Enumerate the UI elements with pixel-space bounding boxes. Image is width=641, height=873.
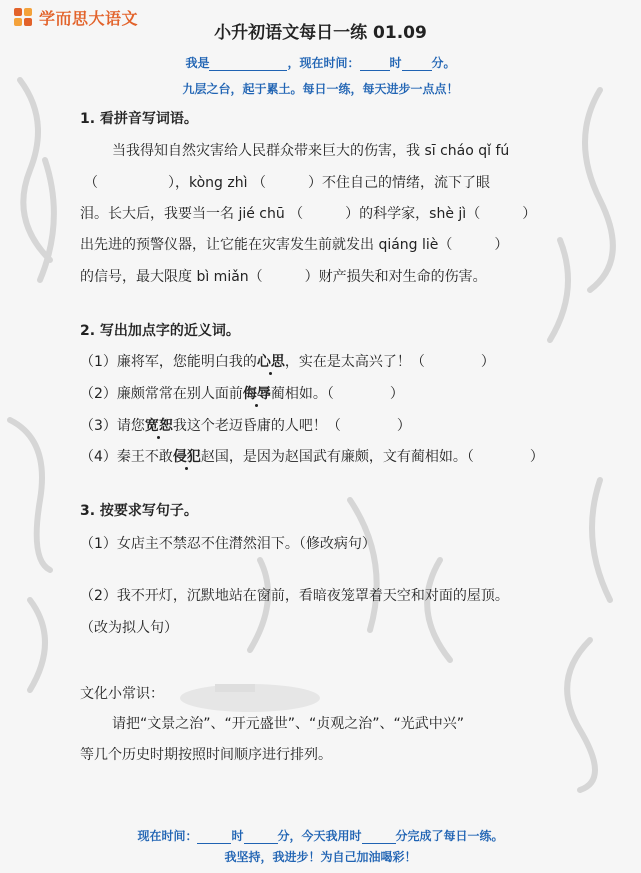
dotted-word: 侵犯 (172, 449, 201, 465)
q2-item-2: （2）廉颇常常在别人面前侮辱蔺相如。（ ） (80, 386, 404, 402)
name-time-line: 我是 ，现在时间： 时 分。 (185, 56, 456, 70)
q3-item-1: （1）女店主不禁忍不住潸然泪下。（修改病句） (80, 536, 376, 552)
footer-slogan: 我坚持，我进步！为自己加油喝彩！ (224, 850, 417, 864)
logo-text: 学而思大语文 (39, 9, 139, 28)
culture-heading: 文化小常识： (80, 686, 164, 702)
q1-heading: 1. 看拼音写词语。 (80, 111, 198, 127)
q2-heading: 2. 写出加点字的近义词。 (80, 323, 240, 339)
culture-line-1: 请把“文景之治”、“开元盛世”、“贞观之治”、“光武中兴” (112, 716, 465, 732)
motto: 九层之台，起于累土。每日一练，每天进步一点点！ (182, 82, 459, 96)
q2-item-1: （1）廉将军，您能明白我的心思，实在是太高兴了！（ ） (80, 354, 495, 370)
footer-time-line: 现在时间： 时 分，今天我用时 分完成了每日一练。 (137, 829, 504, 843)
dotted-word: 心思 (256, 354, 285, 370)
q1-line-2: （ ），kòng zhì （ ）不住自己的情绪，流下了眼 (84, 175, 490, 191)
dotted-word: 宽恕 (144, 418, 173, 434)
q3-item-2-line-2: （改为拟人句） (80, 620, 178, 636)
q1-line-5: 的信号，最大限度 bì miǎn（ ）财产损失和对生命的伤害。 (80, 269, 487, 285)
q2-item-3: （3）请您宽恕我这个老迈昏庸的人吧！（ ） (80, 418, 411, 434)
page-title: 小升初语文每日一练 01.09 (214, 23, 427, 43)
q1-line-3: 泪。长大后，我要当一名 jié chū （ ）的科学家，shè jì（ ） (80, 206, 537, 222)
q3-item-2-line-1: （2）我不开灯，沉默地站在窗前，看暗夜笼罩着天空和对面的屋顶。 (80, 588, 509, 604)
q1-line-1: 当我得知自然灾害给人民群众带来巨大的伤害，我 sī cháo qǐ fú (112, 143, 510, 159)
dotted-word: 侮辱 (242, 386, 271, 402)
culture-line-2: 等几个历史时期按照时间顺序进行排列。 (80, 747, 332, 763)
q2-item-4: （4）秦王不敢侵犯赵国，是因为赵国武有廉颇，文有蔺相如。（ ） (80, 449, 544, 465)
q3-heading: 3. 按要求写句子。 (80, 503, 198, 519)
q1-line-4: 出先进的预警仪器，让它能在灾害发生前就发出 qiáng liè（ ） (80, 237, 509, 253)
